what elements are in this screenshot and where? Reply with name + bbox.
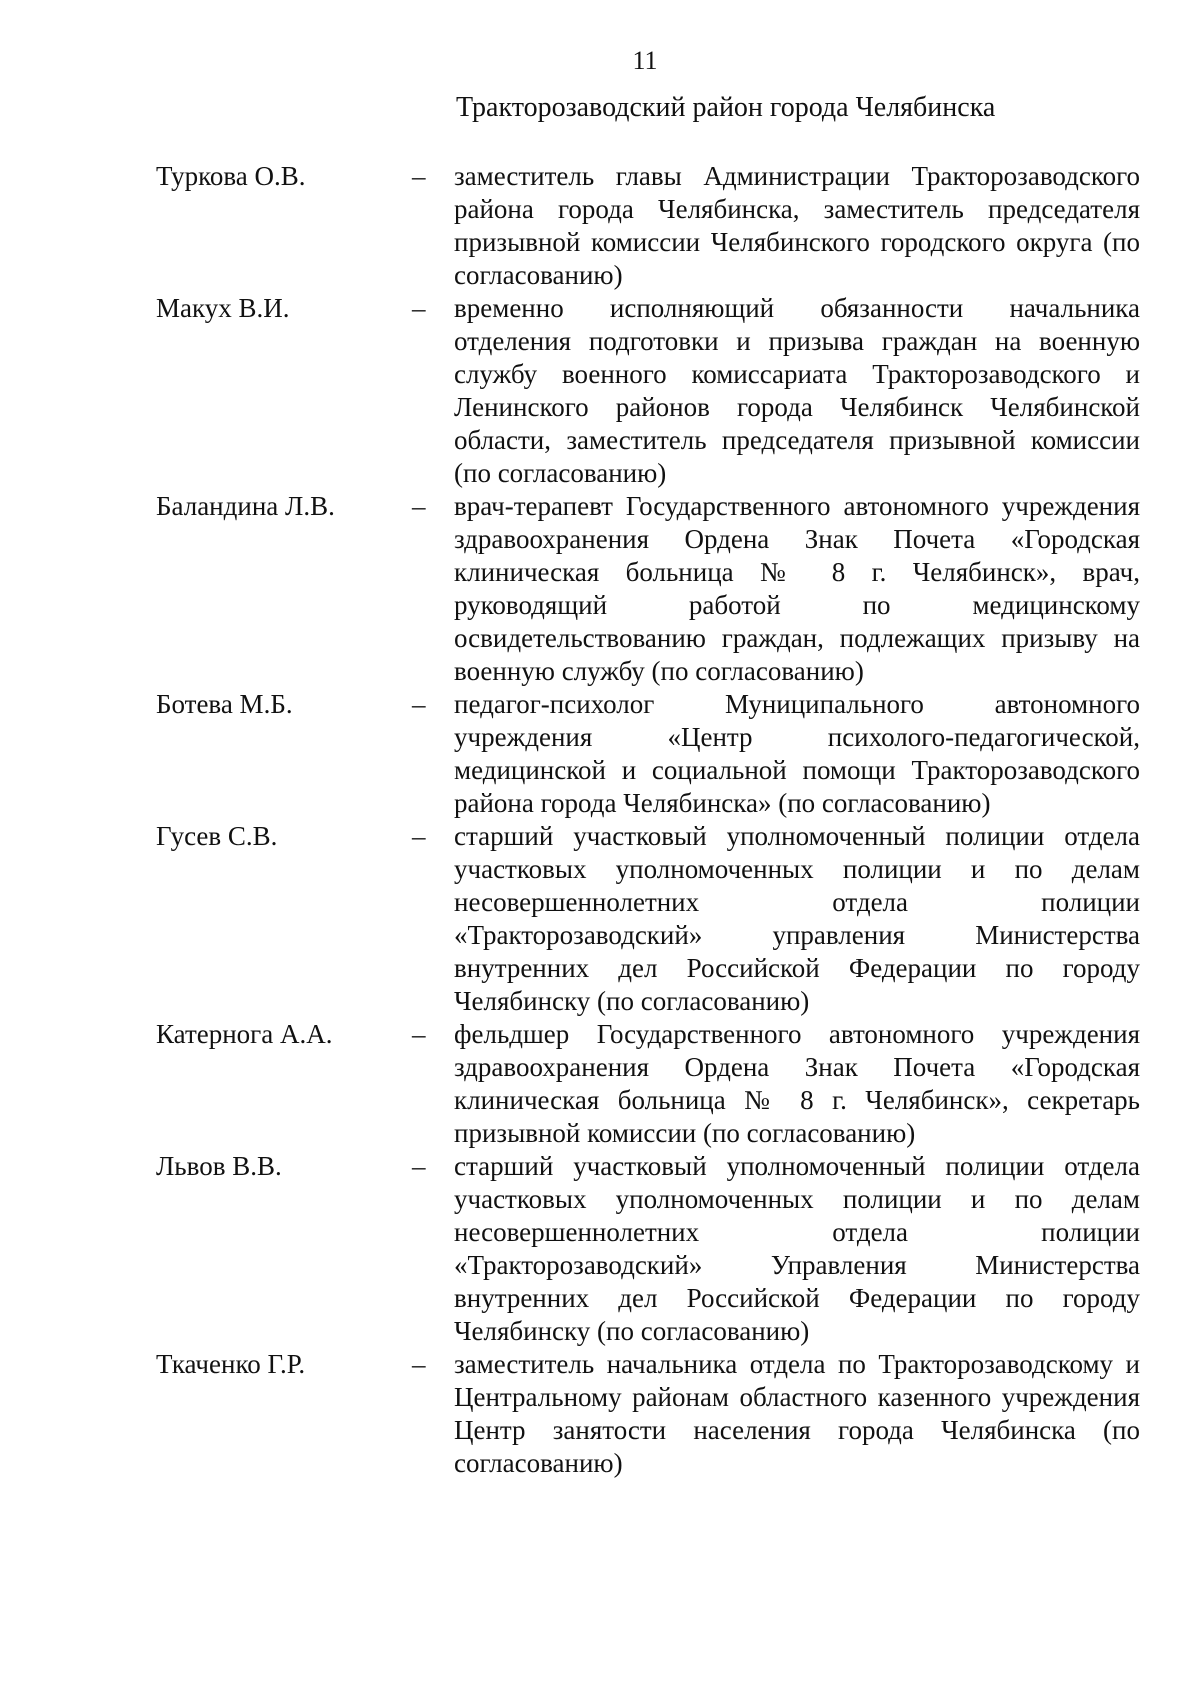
member-row: [150, 1150, 1140, 1348]
member-dash: –: [412, 161, 426, 191]
member-dash: –: [412, 689, 426, 719]
member-row: [150, 688, 1140, 820]
member-name: Макух В.И.: [156, 293, 290, 323]
member-role: врач-терапевт Государственного автономного учреждения здравоохранения Ордена Знак Почета «Городская клиническая больница № 8 г. Челябинск», врач, руководящий работой по медицинскому освидетельствованию граждан, подлежащих призыву на военную службу (по согласованию): [454, 491, 1140, 686]
member-row: [150, 1018, 1140, 1150]
member-list: [150, 160, 1140, 1480]
member-dash: –: [412, 821, 426, 851]
member-name: Львов В.В.: [156, 1151, 282, 1181]
member-role: временно исполняющий обязанности начальника отделения подготовки и призыва граждан на военную службу военного комиссариата Тракторозаводского и Ленинского районов города Челябинск Челябинской области, заместитель председателя призывной комиссии (по согласованию): [454, 293, 1140, 488]
member-role: педагог-психолог Муниципального автономного учреждения «Центр психолого-педагогической, медицинской и социальной помощи Тракторозаводского района города Челябинска» (по согласованию): [454, 689, 1140, 818]
member-row: [150, 160, 1140, 292]
district-title: Тракторозаводский район города Челябинска: [456, 92, 996, 123]
member-dash: –: [412, 1349, 426, 1379]
member-role: заместитель начальника отдела по Тракторозаводскому и Центральному районам областного казенного учреждения Центр занятости населения города Челябинска (по согласованию): [454, 1349, 1140, 1478]
member-row: [150, 292, 1140, 490]
member-name: Гусев С.В.: [156, 821, 278, 851]
member-role: старший участковый уполномоченный полиции отдела участковых уполномоченных полиции и по делам несовершеннолетних отдела полиции «Тракторозаводский» Управления Министерства внутренних дел Российской Федерации по городу Челябинску (по согласованию): [454, 1151, 1140, 1346]
member-dash: –: [412, 1019, 426, 1049]
member-row: [150, 490, 1140, 688]
member-role: фельдшер Государственного автономного учреждения здравоохранения Ордена Знак Почета «Городская клиническая больница № 8 г. Челябинск», секретарь призывной комиссии (по согласованию): [454, 1019, 1140, 1148]
member-name: Ботева М.Б.: [156, 689, 293, 719]
member-dash: –: [412, 293, 426, 323]
member-role: заместитель главы Администрации Тракторозаводского района города Челябинска, заместитель председателя призывной комиссии Челябинского городского округа (по согласованию): [454, 161, 1140, 290]
member-role: старший участковый уполномоченный полиции отдела участковых уполномоченных полиции и по делам несовершеннолетних отдела полиции «Тракторозаводский» управления Министерства внутренних дел Российской Федерации по городу Челябинску (по согласованию): [454, 821, 1140, 1016]
member-row: [150, 820, 1140, 1018]
member-dash: –: [412, 1151, 426, 1181]
member-name: Катернога А.А.: [156, 1019, 333, 1049]
member-name: Баландина Л.В.: [156, 491, 335, 521]
member-dash: –: [412, 491, 426, 521]
member-row: [150, 1348, 1140, 1480]
member-name: Ткаченко Г.Р.: [156, 1349, 306, 1379]
page-number: 11: [632, 46, 658, 75]
member-name: Туркова О.В.: [156, 161, 306, 191]
